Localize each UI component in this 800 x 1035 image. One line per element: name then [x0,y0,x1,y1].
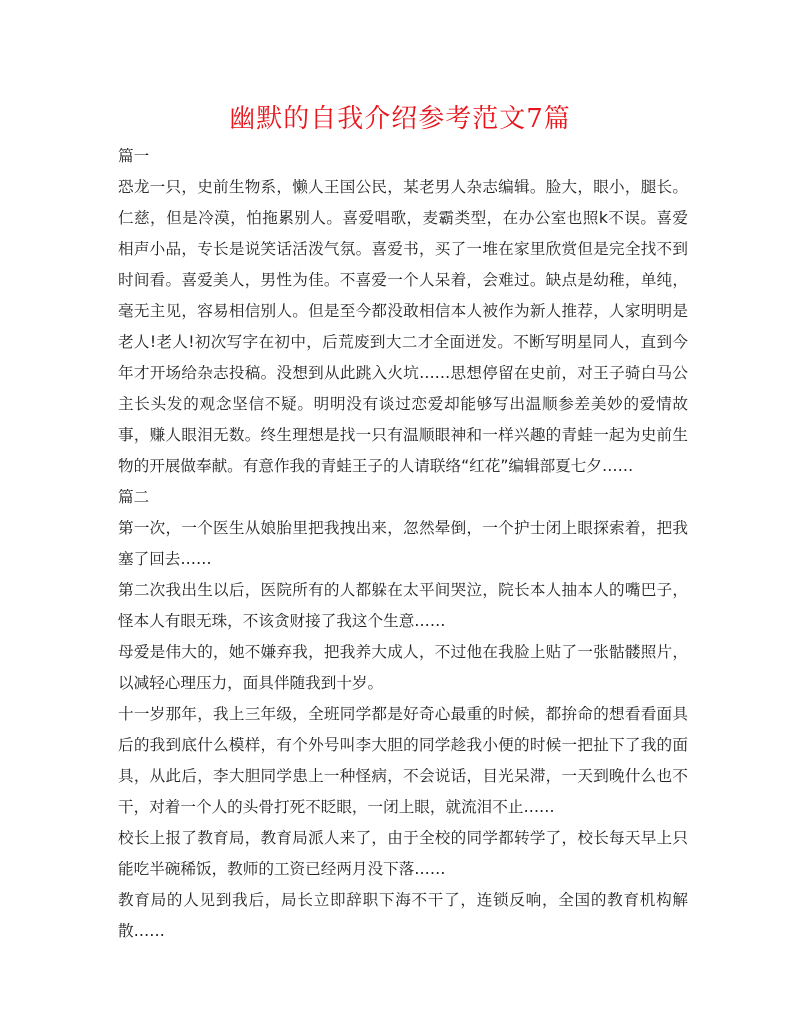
document-body [118,141,688,947]
paragraph: 第一次，一个医生从娘胎里把我拽出来，忽然晕倒，一个护士闭上眼探索着，把我塞了回去…… [118,519,688,568]
paragraph: 校长上报了教育局，教育局派人来了，由于全校的同学都转学了，校长每天早上只能吃半碗稀饭，教师的工资已经两月没下落…… [118,829,688,878]
paragraph: 第二次我出生以后，医院所有的人都躲在太平间哭泣，院长本人抽本人的嘴巴子，怪本人有眼无珠，不该贪财接了我这个生意…… [118,581,688,630]
section-heading: 篇二 [118,488,150,506]
paragraph: 母爱是伟大的，她不嫌弃我，把我养大成人，不过他在我脸上贴了一张骷髅照片，以减轻心理压力，面具伴随我到十岁。 [118,643,688,692]
section-2 [118,482,688,947]
section-heading: 篇一 [118,147,150,165]
paragraph: 恐龙一只，史前生物系，懒人王国公民，某老男人杂志编辑。脸大，眼小，腿长。仁慈，但是冷漠，怕拖累别人。喜爱唱歌，麦霸类型，在办公室也照k不误。喜爱相声小品，专长是说笑话活泼气氛。喜爱书，买了一堆在家里欣赏但是完全找不到时间看。喜爱美人，男性为佳。不喜爱一个人呆着，会难过。缺点是幼稚，单纯，毫无主见，容易相信别人。但是至今都没敢相信本人被作为新人推荐，人家明明是老人!老人!初次写字在初中，后荒废到大二才全面迸发。不断写明星同人，直到今年才开场给杂志投稿。没想到从此跳入火坑……思想停留在史前，对王子骑白马公主长头发的观念坚信不疑。明明没有谈过恋爱却能够写出温顺参差美妙的爱情故事，赚人眼泪无数。终生理想是找一只有温顺眼神和一样兴趣的青蛙一起为史前生物的开展做奉献。有意作我的青蛙王子的人请联络“红花”编辑部夏七夕…… [118,178,688,475]
paragraph: 教育局的人见到我后，局长立即辞职下海不干了，连锁反响，全国的教育机构解散…… [118,891,688,940]
paragraph: 十一岁那年，我上三年级，全班同学都是好奇心最重的时候，都拚命的想看看面具后的我到底什么模样，有个外号叫李大胆的同学趁我小便的时候一把扯下了我的面具，从此后，李大胆同学患上一种怪病，不会说话，目光呆滞，一天到晚什么也不干，对着一个人的头骨打死不眨眼，一闭上眼，就流泪不止…… [118,705,688,816]
section-1 [118,141,688,482]
document-title: 幽默的自我介绍参考范文7篇 [229,104,571,134]
